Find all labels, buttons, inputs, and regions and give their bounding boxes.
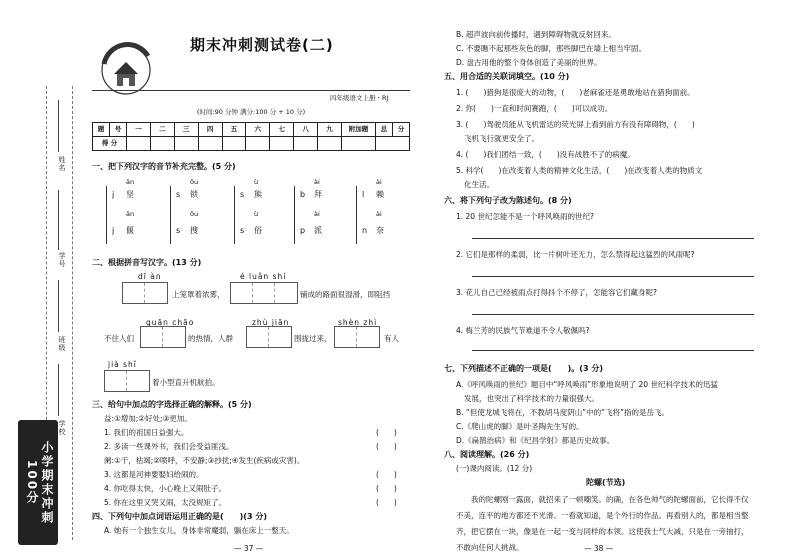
class-rule	[58, 280, 59, 332]
question-item: 5. 科学( )在改变着人类的精神文化生活，( )在改变着人类的物质文	[456, 166, 703, 175]
sentence-text: 有人	[384, 334, 399, 343]
score-header: 总	[376, 123, 393, 137]
school-rule	[58, 364, 59, 416]
question-item: 3. 这都是河神要娶妇给闹的。	[104, 470, 204, 479]
question-item: 1. ( )猎狗是很庞大的动物，( )老麻雀还是勇敢地站在猎狗面前。	[456, 88, 695, 97]
score-header: 四	[198, 123, 222, 137]
initial: p	[300, 226, 306, 235]
writing-grid[interactable]	[122, 282, 168, 304]
question-item: 4. ( )我们团结一致，( )没有战胜不了的病魔。	[456, 150, 635, 159]
score-cell[interactable]	[342, 137, 376, 151]
pinyin: ù	[254, 178, 259, 186]
score-cell[interactable]	[270, 137, 294, 151]
score-header: 分	[393, 123, 410, 137]
school-label: 学校	[58, 420, 66, 436]
hanzi: 赖	[376, 190, 384, 199]
pinyin: ōu	[190, 178, 199, 186]
question-item: 4. 你吃得太快，小心晚上又闹肚子。	[104, 484, 227, 493]
question-item: 1. 20 世纪怎能不是一个呼风唤雨的世纪?	[456, 212, 594, 221]
question-item: 3. 花儿自己已经被雨点打得抖个不停了，怎能容它们藏身呢?	[456, 288, 658, 297]
score-header: 九	[318, 123, 342, 137]
initial: b	[300, 190, 306, 199]
definition: 益:①增加;②好处;③更加。	[104, 414, 192, 423]
initial: s	[176, 226, 181, 235]
header-rule	[92, 90, 410, 91]
pinyin: ài	[314, 210, 320, 218]
answer-blank[interactable]: ( )	[376, 498, 397, 507]
hanzi: 拜	[314, 190, 322, 199]
reading-passage: 我的陀螺刚一露面，就招来了一顿嘲笑。的确，在各色帅气的陀螺面前，它长得不仅不美，连平的地方都还不光滑。一看就知道，是个外行的作品。再看别人的，都是相当整齐，把它摆在一块，像是在一起一变与同样的本领。这使我士气大减，只是在一旁抽打，不敢向任何人挑战。	[456, 495, 749, 552]
score-header: 七	[270, 123, 294, 137]
q2-title: 二、根据拼音写汉字。(13 分)	[92, 258, 202, 267]
q6-title: 六、将下列句子改为陈述句。(8 分)	[444, 196, 572, 205]
score-cell[interactable]	[174, 137, 198, 151]
q7-title: 七、下列描述不正确的一项是( )。(3 分)	[444, 364, 603, 373]
option-item: C. 不要瞧不起那些灰色的脚，那些脚巴在墙上相当牢固。	[456, 44, 647, 53]
sentence-text: 不住人们	[104, 334, 134, 343]
time-score: (时间:90 分钟 满分:100 分 + 10 分)	[196, 108, 306, 116]
writing-grid[interactable]	[140, 326, 186, 348]
syllable-group	[104, 178, 160, 250]
option-item: A. 她有一个独生女儿，身体非常魔弱，躺在床上一整天。	[104, 526, 294, 535]
hanzi: 奈	[376, 226, 384, 235]
page-number: — 38 —	[584, 544, 614, 553]
question-item: 4. 梅兰芳的民族气节难道不令人敬佩吗?	[456, 326, 590, 335]
pinyin: ù	[254, 210, 259, 218]
writing-grid[interactable]	[104, 370, 150, 392]
option-item: C.《爬山虎的脚》是叶圣陶先生写的。	[456, 422, 584, 431]
definition: 阑:①干，枯竭;②喷呼，不安静;③抄扰;④发生(疾病或灾害)。	[104, 456, 305, 465]
pinyin-cue: shèn zhì	[338, 318, 378, 327]
writing-grid[interactable]	[334, 326, 380, 348]
grade-label: 四年级语文上册・RJ	[330, 94, 389, 102]
answer-line[interactable]	[472, 238, 754, 239]
writing-grid[interactable]	[230, 282, 298, 304]
score-header: 五	[222, 123, 246, 137]
class-label: 班级	[58, 336, 66, 352]
syllable-group	[168, 178, 224, 250]
q8-title: 八、阅读理解。(26 分)	[444, 450, 530, 459]
name-label: 姓名	[58, 156, 66, 172]
question-item: 2. 你( )一直和时间赛跑，( )可以成功。	[456, 104, 613, 113]
score-row-label: 得 分	[93, 137, 127, 151]
q1-title: 一、把下列汉字的音节补充完整。(5 分)	[92, 162, 236, 171]
brand-banner: 小学期末冲刺100分	[18, 420, 58, 545]
page-title: 期末冲刺测试卷(二)	[190, 36, 334, 54]
sentence-text: 围拢过来，	[294, 334, 332, 343]
answer-line[interactable]	[472, 276, 754, 277]
hanzi: 搜	[190, 226, 198, 235]
score-header: 附加题	[342, 123, 376, 137]
score-header: 号	[110, 123, 127, 137]
answer-line[interactable]	[472, 314, 754, 315]
sub-section-title: (一)课内阅读。(12 分)	[456, 464, 533, 473]
pinyin: ōu	[190, 210, 199, 218]
option-item: 发展，也突出了科学技术的力量很强大。	[464, 394, 599, 403]
question-item: 3. ( )驾驶员能从飞机雷达的荧光屏上看到前方有没有障碍物，( )	[456, 120, 695, 129]
score-cell[interactable]	[222, 137, 246, 151]
id-label: 学号	[58, 252, 66, 268]
pinyin: ān	[126, 178, 135, 186]
logo-emblem	[92, 34, 170, 98]
pinyin: ān	[126, 210, 135, 218]
syllable-group	[232, 178, 288, 250]
score-header: 八	[294, 123, 318, 137]
score-header: 三	[174, 123, 198, 137]
initial: l	[362, 190, 365, 199]
score-cell[interactable]	[294, 137, 318, 151]
sentence-text: 铺成的路面很湿滑，即阻挡	[300, 290, 390, 299]
score-cell[interactable]	[127, 137, 151, 151]
question-item: 化生活。	[464, 180, 494, 189]
question-item: 2. 多读一些课外书，我们会受益匪浅。	[104, 442, 234, 451]
hanzi: 俗	[254, 226, 262, 235]
hanzi: 偃	[126, 226, 134, 235]
initial: s	[176, 190, 181, 199]
binding-strip	[0, 0, 86, 560]
initial: s	[240, 190, 245, 199]
score-cell[interactable]	[318, 137, 342, 151]
score-cell[interactable]	[150, 137, 174, 151]
q4-title: 四、下列句中加点词语运用正确的是( )(3 分)	[92, 512, 267, 521]
page-number: — 37 —	[234, 544, 264, 553]
question-item: 5. 你在这里又哭又闹，太没规矩了。	[104, 498, 227, 507]
score-header: 六	[246, 123, 270, 137]
name-rule	[58, 100, 59, 152]
answer-blank[interactable]: ( )	[376, 428, 397, 437]
question-item: 1. 我们的祖国日益强大。	[104, 428, 189, 437]
answer-blank[interactable]: ( )	[376, 442, 397, 451]
cut-line	[72, 86, 73, 540]
score-table	[92, 122, 410, 151]
hanzi: 坚	[126, 190, 134, 199]
initial: j	[112, 190, 115, 199]
question-item: 飞机飞行就更安全了。	[464, 134, 539, 143]
question-item: 2. 它们是那样的柔弱，比一片树叶还无力，怎么禁得起这猛烈的风雨呢?	[456, 250, 695, 259]
syllable-group	[354, 178, 410, 250]
pinyin-cue: jià shǐ	[108, 360, 137, 369]
hanzi: 熊	[254, 190, 262, 199]
id-rule	[58, 190, 59, 250]
score-header: 题	[93, 123, 110, 137]
option-item: D. 盘古用他的整个身体创造了美丽的世界。	[456, 58, 602, 67]
hanzi: 锁	[190, 190, 198, 199]
pinyin: ài	[314, 178, 320, 186]
option-item: D.《扁鹊治病》和《纪昌学射》都是历史故事。	[456, 436, 615, 445]
score-header: 一	[127, 123, 151, 137]
score-cell[interactable]	[376, 137, 410, 151]
pinyin: ài	[376, 178, 382, 186]
pinyin: ài	[376, 210, 382, 218]
answer-blank[interactable]: ( )	[376, 484, 397, 493]
q3-title: 三、给句中加点的字选择正确的解释。(5 分)	[92, 400, 252, 409]
answer-line[interactable]	[472, 350, 754, 351]
initial: n	[362, 226, 368, 235]
hanzi: 派	[314, 226, 322, 235]
score-cell[interactable]	[198, 137, 222, 151]
q5-title: 五、用合适的关联词填空。(10 分)	[444, 72, 570, 81]
answer-blank[interactable]: ( )	[376, 470, 397, 479]
option-item: B. “但使龙城飞将在，不教胡马度阴山”中的“飞将”指的是岳飞。	[456, 408, 669, 417]
score-header: 二	[150, 123, 174, 137]
sentence-text: 的热情，人群	[188, 334, 233, 343]
sentence-text: 上笼罩着浓雾，	[172, 290, 225, 299]
score-cell[interactable]	[246, 137, 270, 151]
pinyin-cue: é luǎn shí	[240, 272, 287, 281]
pinyin-cue: guān chāo	[146, 318, 195, 327]
option-item: B. 超声波向前传播时，遇到障碍物就反射回来。	[456, 30, 616, 39]
option-item: A.《呼风唤雨的世纪》题目中“呼风唤雨”形象地说明了 20 世纪科学技术的迅猛	[456, 380, 718, 389]
initial: s	[240, 226, 245, 235]
syllable-group	[292, 178, 348, 250]
pinyin-cue: dī àn	[138, 272, 162, 281]
reading-title: 陀螺(节选)	[586, 478, 626, 487]
pinyin-cue: zhù jiān	[252, 318, 290, 327]
sentence-text: 着小型直升机航拍。	[152, 378, 220, 387]
initial: j	[112, 226, 115, 235]
writing-grid[interactable]	[246, 326, 292, 348]
